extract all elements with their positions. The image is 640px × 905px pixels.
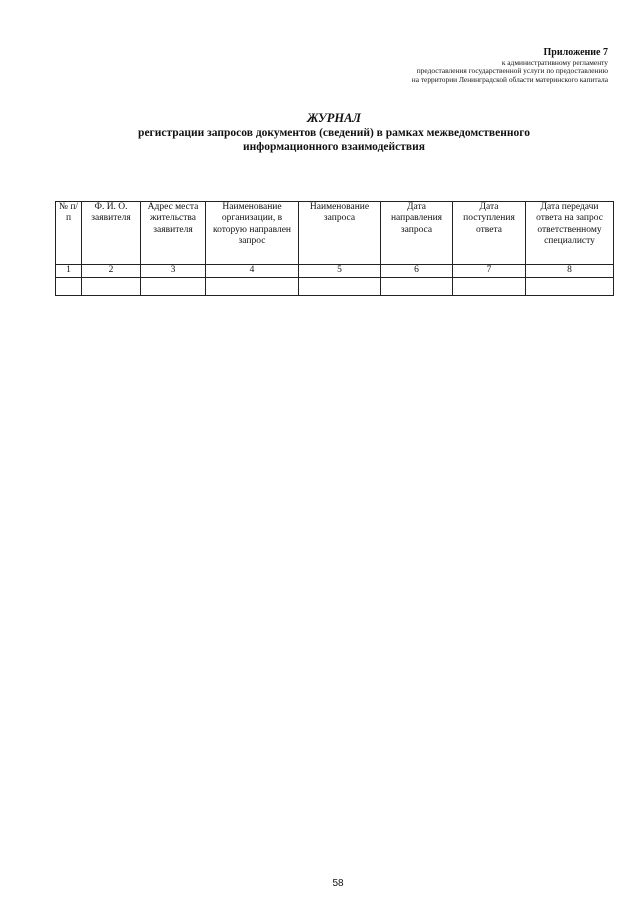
journal-subtitle-line-2: информационного взаимодействия — [243, 141, 425, 153]
appendix-line-1: к административному регламенту — [501, 57, 608, 67]
empty-cell — [381, 278, 453, 296]
appendix-line-2: предоставления государственной услуги по предоставлению — [416, 66, 608, 76]
column-number-cell: 3 — [141, 265, 206, 278]
empty-cell — [453, 278, 526, 296]
journal-title: ЖУРНАЛ — [306, 111, 362, 125]
document-heading — [0, 110, 640, 154]
appendix-title: Приложение 7 — [543, 47, 608, 58]
column-number-cell: 5 — [299, 265, 381, 278]
column-number-cell: 2 — [82, 265, 141, 278]
empty-cell — [141, 278, 206, 296]
empty-cell — [526, 278, 614, 296]
header-cell-transfer-date: Дата передачи ответа на запрос ответственному специалисту — [526, 202, 614, 265]
column-number-cell: 4 — [206, 265, 299, 278]
column-number-cell: 6 — [381, 265, 453, 278]
table-row-empty — [56, 278, 614, 296]
empty-cell — [299, 278, 381, 296]
header-cell-number: № п/п — [56, 202, 82, 265]
header-cell-organization: Наименование организации, в которую направлен запрос — [206, 202, 299, 265]
empty-cell — [56, 278, 82, 296]
table-header-row — [56, 202, 614, 265]
page-number: 58 — [332, 878, 344, 889]
column-number-cell: 1 — [56, 265, 82, 278]
empty-cell — [82, 278, 141, 296]
appendix-line-3: на территории Ленинградской области материнского капитала — [411, 74, 608, 84]
header-cell-request-name: Наименование запроса — [299, 202, 381, 265]
column-number-cell: 8 — [526, 265, 614, 278]
empty-cell — [206, 278, 299, 296]
journal-table — [55, 201, 614, 296]
column-number-cell: 7 — [453, 265, 526, 278]
header-cell-request-date: Дата направления запроса — [381, 202, 453, 265]
header-cell-applicant-address: Адрес места жительства заявителя — [141, 202, 206, 265]
table-row-column-numbers — [56, 265, 614, 278]
header-cell-response-date: Дата поступления ответа — [453, 202, 526, 265]
journal-subtitle-line-1: регистрации запросов документов (сведений) в рамках межведомственного — [138, 127, 530, 139]
appendix-block — [412, 47, 608, 84]
header-cell-applicant-name: Ф. И. О. заявителя — [82, 202, 141, 265]
